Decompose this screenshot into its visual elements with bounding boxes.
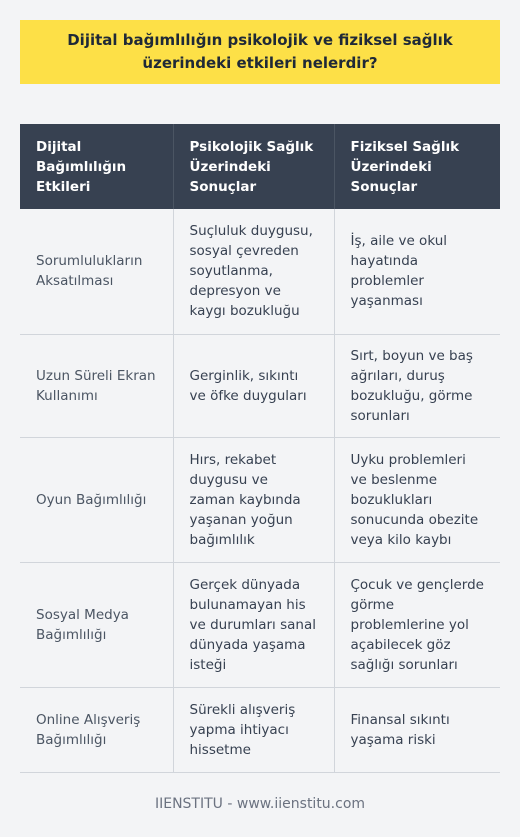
cell-effect: Oyun Bağımlılığı xyxy=(20,437,173,562)
cell-psychological: Hırs, rekabet duygusu ve zaman kaybında yaşanan yoğun bağımlılık xyxy=(173,437,334,562)
table-row xyxy=(20,334,500,437)
cell-psychological: Suçluluk duygusu, sosyal çevreden soyutlanma, depresyon ve kaygı bozukluğu xyxy=(173,209,334,334)
table-header xyxy=(20,124,500,209)
cell-effect: Uzun Süreli Ekran Kullanımı xyxy=(20,334,173,437)
cell-effect: Online Alışveriş Bağımlılığı xyxy=(20,687,173,772)
cell-effect: Sorumlulukların Aksatılması xyxy=(20,209,173,334)
cell-physical: Finansal sıkıntı yaşama riski xyxy=(334,687,500,772)
cell-psychological: Gerçek dünyada bulunamayan his ve durumları sanal dünyada yaşama isteği xyxy=(173,562,334,687)
header-psychological: Psikolojik Sağlık Üzerindeki Sonuçlar xyxy=(173,124,334,209)
cell-psychological: Gerginlik, sıkıntı ve öfke duyguları xyxy=(173,334,334,437)
table-row xyxy=(20,437,500,562)
cell-effect: Sosyal Medya Bağımlılığı xyxy=(20,562,173,687)
cell-physical: Uyku problemleri ve beslenme bozuklukları sonucunda obezite veya kilo kaybı xyxy=(334,437,500,562)
table-row xyxy=(20,687,500,772)
page-title: Dijital bağımlılığın psikolojik ve fiziksel sağlık üzerindeki etkileri nelerdir? xyxy=(67,31,453,72)
table-body xyxy=(20,209,500,772)
cell-psychological: Sürekli alışveriş yapma ihtiyacı hissetme xyxy=(173,687,334,772)
table-row xyxy=(20,209,500,334)
table-row xyxy=(20,562,500,687)
effects-table xyxy=(20,124,500,773)
cell-physical: Sırt, boyun ve baş ağrıları, duruş bozukluğu, görme sorunları xyxy=(334,334,500,437)
title-banner xyxy=(20,20,500,84)
footer-credit: IIENSTITU - www.iienstitu.com xyxy=(154,796,366,812)
cell-physical: İş, aile ve okul hayatında problemler yaşanması xyxy=(334,209,500,334)
cell-physical: Çocuk ve gençlerde görme problemlerine yol açabilecek göz sağlığı sorunları xyxy=(334,562,500,687)
header-effects: Dijital Bağımlılığın Etkileri xyxy=(20,124,173,209)
header-physical: Fiziksel Sağlık Üzerindeki Sonuçlar xyxy=(334,124,500,209)
effects-table-wrapper xyxy=(20,124,500,773)
header-row xyxy=(20,124,500,209)
